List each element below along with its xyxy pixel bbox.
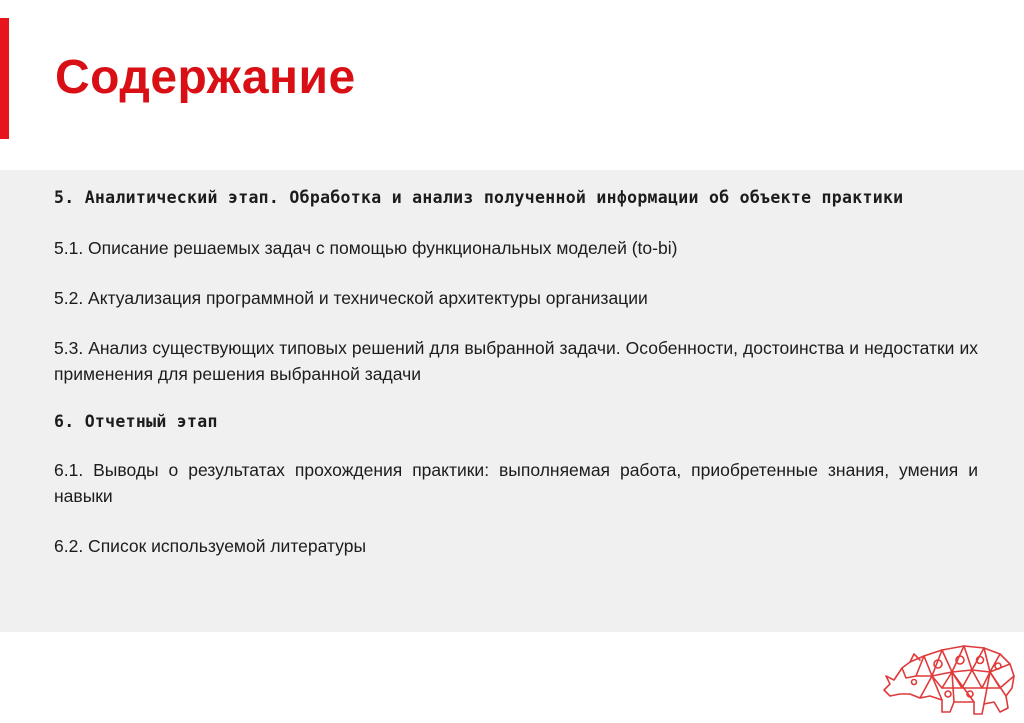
table-of-contents (54, 185, 978, 559)
toc-item-5-3: 5.3. Анализ существующих типовых решений для выбранной задачи. Особенности, достоинства и недостатки их применения для решения выбранной задачи (54, 338, 978, 384)
toc-item-5-2: 5.2. Актуализация программной и технической архитектуры организации (54, 288, 648, 308)
accent-bar (0, 18, 9, 139)
toc-section-6: 6. Отчетный этап (54, 412, 218, 431)
toc-item-6-1: 6.1. Выводы о результатах прохождения практики: выполняемая работа, приобретенные знания, умения и навыки (54, 460, 978, 506)
toc-item-5-1: 5.1. Описание решаемых задач с помощью функциональных моделей (to-bi) (54, 238, 678, 258)
rhino-logo-icon (876, 632, 1022, 718)
toc-item-6-2: 6.2. Список используемой литературы (54, 536, 367, 556)
toc-section-5: 5. Аналитический этап. Обработка и анализ полученной информации об объекте практики (54, 188, 904, 207)
page-title: Содержание (55, 51, 356, 104)
